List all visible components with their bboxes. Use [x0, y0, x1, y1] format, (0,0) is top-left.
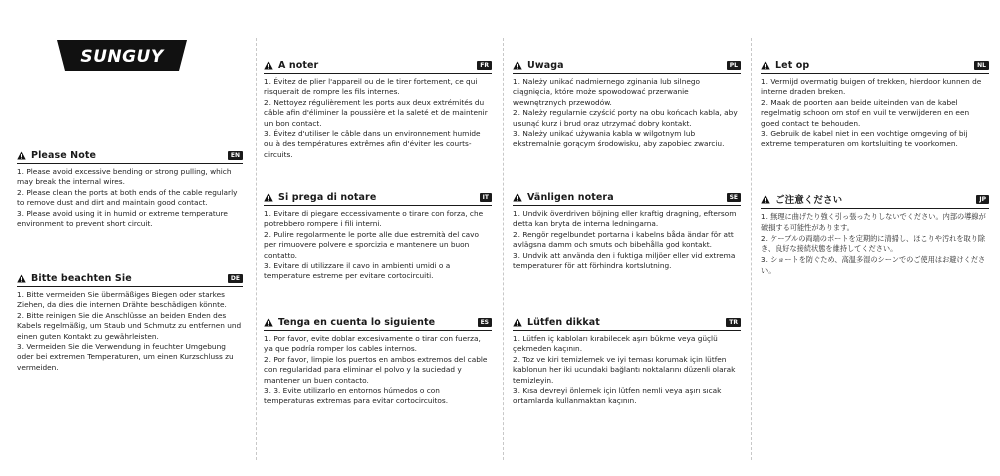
- section-tr: [513, 317, 741, 407]
- note-item: 2. Maak de poorten aan beide uiteinden van de kabel regelmatig schoon om stof en vuil te verwijderen en een goed contact te behouden.: [761, 97, 970, 128]
- note-item: 2. Por favor, limpie los puertos en ambos extremos del cable con regularidad para eliminar el polvo y la suciedad y mantener un buen contacto.: [264, 354, 488, 385]
- note-item: 3. 3. Evite utilizarlo en entornos húmedos o con temperaturas extremas para evitar cortocircuitos.: [264, 386, 449, 406]
- section-nl: [761, 60, 989, 150]
- section-it: [264, 192, 492, 282]
- section-jp: [761, 192, 989, 277]
- language-badge: TR: [726, 318, 741, 327]
- note-item: 3. ショートを防ぐため、高温多湿のシーンでのご使用はお避けください。: [761, 255, 986, 275]
- note-item: 1. Por favor, evite doblar excesivamente o tirar con fuerza, ya que podría romper los cables internos.: [264, 334, 481, 354]
- language-badge: FR: [477, 61, 492, 70]
- note-item: 3. Gebruik de kabel niet in een vochtige omgeving of bij extreme temperaturen om kortsluiting te voorkomen.: [761, 129, 968, 149]
- section-title: Let op: [775, 60, 810, 71]
- note-item: 3. Undvik att använda den i fuktiga miljöer eller vid extrema temperaturer för att förhindra kortslutning.: [513, 250, 736, 271]
- section-fr: [264, 60, 492, 160]
- note-item: 2. Nettoyez régulièrement les ports aux deux extrémités du câble afin d'éliminer la poussière et la saleté et de maintenir un bon contact.: [264, 97, 488, 128]
- section-title: Si prega di notare: [278, 192, 377, 203]
- language-badge: DE: [228, 274, 243, 283]
- warning-icon: [264, 318, 273, 327]
- note-item: 1. Undvik överdriven böjning eller kraftig dragning, eftersom detta kan bryta de interna ledningarna.: [513, 209, 737, 229]
- brand-name: SUNGUY: [80, 47, 164, 67]
- note-item: 1. Evitare di piegare eccessivamente o tirare con forza, che potrebbero rompere i fili interni.: [264, 209, 484, 229]
- note-item: 2. Please clean the ports at both ends of the cable regularly to remove dust and dirt and maintain good contact.: [17, 187, 238, 208]
- language-badge: ES: [478, 318, 492, 327]
- column-divider: [751, 38, 752, 460]
- note-item: 1. Lütfen iç kabloları kırabilecek aşırı bükme veya güçlü çekmeden kaçının.: [513, 334, 718, 354]
- note-item: 1. 無理に曲げたり強く引っ張ったりしないでください。内部の導線が破損する可能性があります。: [761, 212, 986, 232]
- note-item: 1. Należy unikać nadmiernego zginania lub silnego ciągnięcia, które może spowodować przerwanie wewnętrznych przewodów.: [513, 77, 701, 107]
- section-title: Vänligen notera: [527, 192, 614, 203]
- note-item: 2. Pulire regolarmente le porte alle due estremità del cavo per rimuovere polvere e sporcizia e mantenere un buon contatto.: [264, 229, 479, 260]
- note-item: 3. Vermeiden Sie die Verwendung in feuchter Umgebung oder bei extremen Temperaturen, um einen Kurzschluss zu vermeiden.: [17, 342, 234, 372]
- warning-icon: [761, 195, 770, 204]
- note-item: 2. Rengör regelbundet portarna i kabelns båda ändar för att avlägsna damm och smuts och bibehålla god kontakt.: [513, 229, 734, 250]
- warning-icon: [513, 61, 522, 70]
- warning-icon: [17, 274, 26, 283]
- note-item: 3. Evitare di utilizzare il cavo in ambienti umidi o a temperature estreme per evitare cortocircuiti.: [264, 261, 451, 281]
- note-item: 1. Bitte vermeiden Sie übermäßiges Biegen oder starkes Ziehen, da dies die internen Drähte beschädigen könnte.: [17, 290, 227, 310]
- note-item: 3. Należy unikać używania kabla w wilgotnym lub ekstremalnie gorącym środowisku, aby zapobiec zwarciu.: [513, 129, 725, 149]
- note-item: 3. Please avoid using it in humid or extreme temperature environment to prevent short circuit.: [17, 208, 228, 229]
- note-item: 3. Kısa devreyi önlemek için lütfen nemli veya aşırı sıcak ortamlarda kullanmaktan kaçının.: [513, 386, 722, 406]
- warning-icon: [264, 61, 273, 70]
- language-badge: PL: [727, 61, 741, 70]
- note-item: 1. Please avoid excessive bending or strong pulling, which may break the internal wires.: [17, 167, 232, 187]
- section-de: [17, 273, 243, 373]
- language-badge: JP: [976, 195, 989, 204]
- note-item: 2. ケーブルの両端のポートを定期的に清掃し、ほこりや汚れを取り除き、良好な接続状態を維持してください。: [761, 233, 986, 254]
- brand-logo: [57, 40, 187, 71]
- language-badge: EN: [228, 151, 243, 160]
- note-item: 2. Należy regularnie czyścić porty na obu końcach kabla, aby usunąć kurz i brud oraz utrzymać dobry kontakt.: [513, 108, 738, 128]
- note-item: 3. Évitez d'utiliser le câble dans un environnement humide ou à des températures extrêmes afin d'éviter les courts-circuits.: [264, 129, 481, 159]
- note-item: 2. Toz ve kiri temizlemek ve iyi teması korumak için lütfen kablonun her iki ucundaki bağlantı noktalarını düzenli olarak temizleyin.: [513, 354, 736, 385]
- warning-icon: [761, 61, 770, 70]
- warning-icon: [513, 193, 522, 202]
- section-se: [513, 192, 741, 271]
- warning-icon: [17, 151, 26, 160]
- note-item: 1. Vermijd overmatig buigen of trekken, hierdoor kunnen de interne draden breken.: [761, 77, 982, 97]
- language-badge: NL: [974, 61, 989, 70]
- section-title: Please Note: [31, 150, 97, 161]
- section-title: ご注意ください: [775, 195, 843, 206]
- section-es: [264, 317, 492, 407]
- section-title: Bitte beachten Sie: [31, 273, 132, 284]
- section-title: Lütfen dikkat: [527, 317, 600, 328]
- column-divider: [503, 38, 504, 460]
- column-divider: [256, 38, 257, 460]
- warning-icon: [513, 318, 522, 327]
- language-badge: SE: [727, 193, 741, 202]
- note-item: 1. Évitez de plier l'appareil ou de le tirer fortement, ce qui risquerait de rompre les fils internes.: [264, 77, 478, 97]
- section-en: [17, 150, 243, 229]
- language-badge: IT: [480, 193, 492, 202]
- note-item: 2. Bitte reinigen Sie die Anschlüsse an beiden Enden des Kabels regelmäßig, um Staub und Schmutz zu entfernen und einen guten Kontakt zu gewährleisten.: [17, 310, 242, 341]
- section-pl: [513, 60, 741, 150]
- warning-icon: [264, 193, 273, 202]
- section-title: A noter: [278, 60, 319, 71]
- section-title: Uwaga: [527, 60, 564, 71]
- section-title: Tenga en cuenta lo siguiente: [278, 317, 436, 328]
